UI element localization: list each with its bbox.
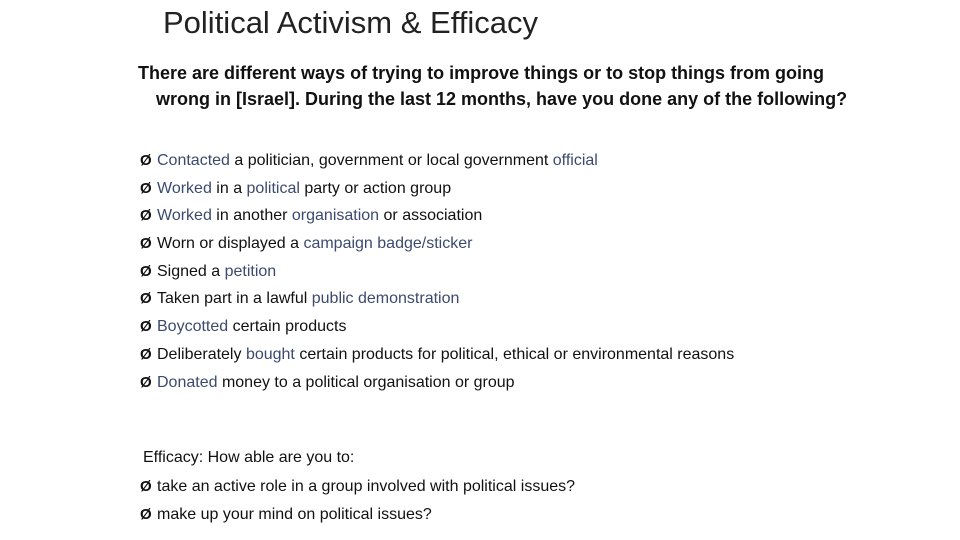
arrow-bullet-icon: Ø: [140, 207, 152, 225]
activity-item: Ø Contacted a politician, government or local government official: [140, 152, 598, 169]
arrow-bullet-icon: Ø: [140, 235, 152, 253]
efficacy-item: Ø make up your mind on political issues?: [140, 505, 432, 523]
arrow-bullet-icon: Ø: [140, 318, 152, 336]
slide-title: Political Activism & Efficacy: [163, 5, 538, 40]
activity-item: Ø Worn or displayed a campaign badge/sticker: [140, 235, 473, 253]
activity-item: Ø Taken part in a lawful public demonstration: [140, 290, 460, 308]
arrow-bullet-icon: Ø: [140, 505, 152, 523]
arrow-bullet-icon: Ø: [140, 373, 152, 391]
arrow-bullet-icon: Ø: [140, 152, 152, 169]
activity-item: Ø Donated money to a political organisation or group: [140, 373, 515, 391]
activity-item: Ø Worked in a political party or action group: [140, 179, 452, 197]
activity-item: Ø Boycotted certain products: [140, 318, 347, 336]
efficacy-list: [140, 476, 760, 531]
arrow-bullet-icon: Ø: [140, 478, 152, 495]
activity-item: Ø Worked in another organisation or association: [140, 207, 483, 225]
arrow-bullet-icon: Ø: [140, 179, 152, 197]
efficacy-item: Ø take an active role in a group involved with political issues?: [140, 478, 576, 495]
activity-item: Ø Signed a petition: [140, 262, 277, 280]
activity-list: [140, 150, 800, 399]
activity-item: Ø Deliberately bought certain products for political, ethical or environmental reasons: [140, 345, 735, 363]
efficacy-heading: Efficacy: How able are you to:: [143, 449, 355, 466]
arrow-bullet-icon: Ø: [140, 345, 152, 363]
arrow-bullet-icon: Ø: [140, 262, 152, 280]
arrow-bullet-icon: Ø: [140, 290, 152, 308]
survey-question: There are different ways of trying to improve things or to stop things from going wrong in [Israel]. During the last 12 months, have you done any of the following?: [138, 63, 848, 109]
